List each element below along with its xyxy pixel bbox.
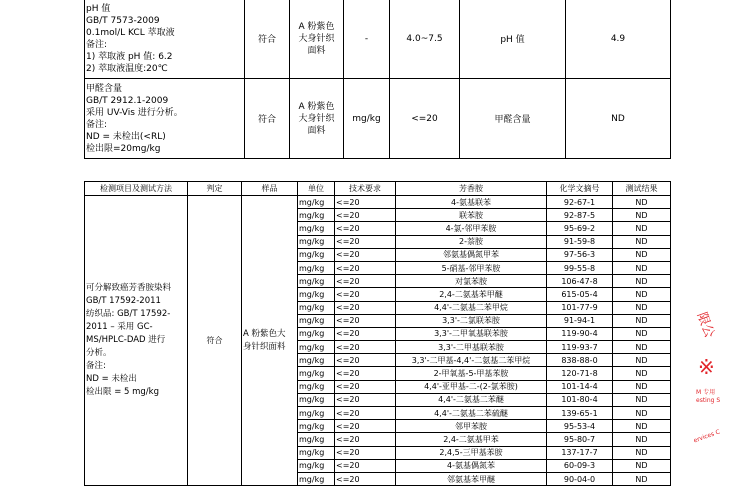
cas-number-cell: 106-47-8 [547,275,613,288]
method-line: pH 值 [86,3,111,14]
cas-number-cell: 92-67-1 [547,196,613,209]
result-cell: ND [613,275,671,288]
unit-cell: mg/kg [298,314,335,327]
result-cell: ND [613,314,671,327]
sample-line: 大身针织 [298,33,335,44]
result-cell: ND [613,327,671,340]
cas-number-cell: 101-77-9 [547,301,613,314]
test-method-cell [85,0,245,79]
result-cell: ND [613,354,671,367]
header-method: 检测项目及测试方法 [85,182,188,196]
result-cell: ND [566,79,671,159]
result-cell: ND [613,222,671,235]
sample-cell [242,196,298,486]
amine-name-cell: 2,4,5-三甲基苯胺 [396,446,547,459]
unit-cell: mg/kg [298,235,335,248]
cas-number-cell: 91-59-8 [547,235,613,248]
unit-cell: mg/kg [298,209,335,222]
result-cell: ND [613,380,671,393]
amine-name-cell: 4,4'-二氨基二苯醚 [396,393,547,406]
method-line: GB/T 7573-2009 [86,15,160,26]
test-method-cell [85,196,188,486]
cas-number-cell: 615-05-4 [547,288,613,301]
requirement-cell: <=20 [335,354,396,367]
header-result: 测试结果 [613,182,671,196]
amine-name-cell: 邻甲苯胺 [396,420,547,433]
result-cell: ND [613,367,671,380]
header-requirement: 技术要求 [335,182,396,196]
method-line: MS/HPLC-DAD 进行 [86,335,166,346]
method-line: 检出限=20mg/kg [86,143,161,154]
result-cell: 4.9 [566,0,671,79]
cas-number-cell: 95-53-4 [547,420,613,433]
amine-name-cell: 3,3'-二甲基-4,4'-二氨基二苯甲烷 [396,354,547,367]
result-cell: ND [613,248,671,261]
header-cas: 化学文摘号 [547,182,613,196]
result-cell: ND [613,459,671,472]
requirement-cell: <=20 [335,301,396,314]
amine-name-cell: 5-硝基-邻甲苯胺 [396,261,547,274]
unit-cell: mg/kg [298,393,335,406]
method-line: 备注: [86,119,108,130]
requirement-cell: <=20 [335,393,396,406]
header-unit: 单位 [298,182,335,196]
unit-cell: mg/kg [298,301,335,314]
requirement-cell: <=20 [335,367,396,380]
method-line: GB/T 17592-2011 [86,296,161,307]
unit-cell: mg/kg [298,261,335,274]
result-cell: ND [613,209,671,222]
method-line: GB/T 2912.1-2009 [86,95,169,106]
unit-cell: mg/kg [298,341,335,354]
result-cell: ND [613,420,671,433]
unit-cell: mg/kg [298,196,335,209]
method-line: 纺织品: GB/T 17592- [86,309,171,320]
cas-number-cell: 60-09-3 [547,459,613,472]
unit-cell: mg/kg [298,420,335,433]
amine-name-cell: 对氯苯胺 [396,275,547,288]
requirement-cell: <=20 [335,261,396,274]
unit-cell: mg/kg [298,367,335,380]
unit-cell: mg/kg [344,79,390,159]
header-amine: 芳香胺 [396,182,547,196]
unit-cell: mg/kg [298,222,335,235]
result-cell: ND [613,235,671,248]
sample-cell [290,0,344,79]
aromatic-amine-table [84,181,671,486]
judgement-cell: 符合 [188,196,242,486]
amine-name-cell: 4-氨基偶氮苯 [396,459,547,472]
method-line: 检出限 = 5 mg/kg [86,387,159,398]
amine-name-cell: 4,4'-二氨基二苯硫醚 [396,407,547,420]
method-line: 2) 萃取液温度:20℃ [86,63,168,74]
result-cell: ND [613,261,671,274]
amine-name-cell: 联苯胺 [396,209,547,222]
result-cell: ND [613,393,671,406]
amine-name-cell: 3,3'-二甲基联苯胺 [396,341,547,354]
method-line: 采用 UV-Vis 进行分析。 [86,107,183,118]
cas-number-cell: 139-65-1 [547,407,613,420]
method-line: ND = 未检出 [86,374,137,385]
cas-number-cell: 120-71-8 [547,367,613,380]
amine-name-cell: 4,4'-亚甲基-二-(2-氯苯胺) [396,380,547,393]
judgement-cell: 符合 [245,79,290,159]
unit-cell: mg/kg [298,380,335,393]
unit-cell: mg/kg [298,459,335,472]
result-cell: ND [613,446,671,459]
cas-number-cell: 838-88-0 [547,354,613,367]
requirement-cell: <=20 [335,248,396,261]
unit-cell: mg/kg [298,472,335,485]
cas-number-cell: 95-80-7 [547,433,613,446]
cas-number-cell: 90-04-0 [547,472,613,485]
amine-name-cell: 邻氨基偶氮甲苯 [396,248,547,261]
amine-name-cell: 3,3'-二甲氧基联苯胺 [396,327,547,340]
method-line: 备注: [86,39,108,50]
header-sample: 样品 [242,182,298,196]
stamp-text-4: ervices C [692,428,721,445]
method-line: 可分解致癌芳香胺染料 [86,283,172,294]
stamp-star-icon: ※ [698,355,715,379]
unit-cell: mg/kg [298,248,335,261]
result-cell: ND [613,196,671,209]
table-row [85,0,671,79]
requirement-cell: <=20 [335,472,396,485]
unit-cell: - [344,0,390,79]
requirement-cell: <=20 [335,222,396,235]
requirement-cell: <=20 [335,209,396,222]
method-line: 分析。 [86,348,112,359]
requirement-cell: <=20 [335,420,396,433]
amine-name-cell: 2-甲氧基-5-甲基苯胺 [396,367,547,380]
cas-number-cell: 101-14-4 [547,380,613,393]
sample-line: A 粉紫色 [298,101,335,112]
unit-cell: mg/kg [298,327,335,340]
requirement-cell: <=20 [335,275,396,288]
top-results-table [84,0,671,159]
unit-cell: mg/kg [298,407,335,420]
cas-number-cell: 95-69-2 [547,222,613,235]
judgement-cell: 符合 [245,0,290,79]
sample-line: A 粉紫色 [298,21,335,32]
cas-number-cell: 137-17-7 [547,446,613,459]
stamp-text-1: 限公 [693,310,717,340]
requirement-cell: <=20 [335,459,396,472]
method-line: 甲醛含量 [86,83,123,94]
company-seal-stamp [690,305,750,455]
requirement-cell: <=20 [335,407,396,420]
method-line: 1) 萃取液 pH 值: 6.2 [86,51,173,62]
amine-name-cell: 2,4-二氨基甲苯 [396,433,547,446]
stamp-text-2: M 专用 [696,389,716,396]
test-method-cell [85,79,245,159]
requirement-cell: <=20 [390,79,460,159]
result-cell: ND [613,341,671,354]
result-cell: ND [613,301,671,314]
sample-line: 身针织面料 [243,341,286,352]
requirement-cell: 4.0~7.5 [390,0,460,79]
requirement-cell: <=20 [335,288,396,301]
sample-cell [290,79,344,159]
amine-name-cell: 邻氨基苯甲醚 [396,472,547,485]
table-row [85,79,671,159]
cas-number-cell: 119-90-4 [547,327,613,340]
requirement-cell: <=20 [335,314,396,327]
sample-line: 大身针织 [298,113,335,124]
unit-cell: mg/kg [298,433,335,446]
amine-name-cell: 4-氯-邻甲苯胺 [396,222,547,235]
amine-name-cell: 2-萘胺 [396,235,547,248]
unit-cell: mg/kg [298,446,335,459]
cas-number-cell: 92-87-5 [547,209,613,222]
amine-name-cell: 3,3'-二氯联苯胺 [396,314,547,327]
cas-number-cell: 119-93-7 [547,341,613,354]
requirement-cell: <=20 [335,327,396,340]
sample-line: 面料 [307,125,326,136]
cas-number-cell: 97-56-3 [547,248,613,261]
amine-name-cell: 4,4'-二氨基二苯甲烷 [396,301,547,314]
requirement-cell: <=20 [335,446,396,459]
amine-name-cell: 2,4-二氨基苯甲醚 [396,288,547,301]
table-header-row [85,182,671,196]
stamp-text-3: esting S [696,397,721,404]
method-line: 2011 – 采用 GC- [86,322,153,333]
requirement-cell: <=20 [335,433,396,446]
requirement-cell: <=20 [335,235,396,248]
result-cell: ND [613,433,671,446]
cas-number-cell: 91-94-1 [547,314,613,327]
item-cell: pH 值 [460,0,566,79]
result-cell: ND [613,472,671,485]
unit-cell: mg/kg [298,288,335,301]
requirement-cell: <=20 [335,341,396,354]
sample-line: 面料 [307,45,326,56]
result-cell: ND [613,407,671,420]
header-judge: 判定 [188,182,242,196]
method-line: 备注: [86,361,106,372]
amine-name-cell: 4-氨基联苯 [396,196,547,209]
table-row [85,196,671,209]
cas-number-cell: 99-55-8 [547,261,613,274]
unit-cell: mg/kg [298,354,335,367]
unit-cell: mg/kg [298,275,335,288]
cas-number-cell: 101-80-4 [547,393,613,406]
result-cell: ND [613,288,671,301]
sample-line: A 粉紫色大 [243,328,286,339]
item-cell: 甲醛含量 [460,79,566,159]
method-line: 0.1mol/L KCL 萃取液 [86,27,175,38]
requirement-cell: <=20 [335,196,396,209]
requirement-cell: <=20 [335,380,396,393]
method-line: ND = 未检出(<RL) [86,131,166,142]
